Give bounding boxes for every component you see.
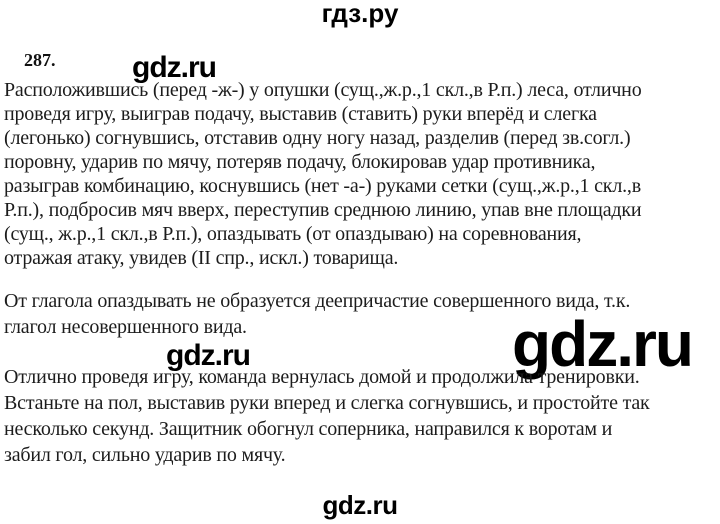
text-line: От глагола опаздывать не образуется деепричастие совершенного вида, т.к.: [4, 290, 631, 312]
text-line: несколько секунд. Защитник обогнул соперника, направился к воротам и: [4, 418, 613, 440]
text-line: забил гол, сильно ударив по мячу.: [4, 444, 286, 466]
text-line: проведя игру, выиграв подачу, выставив (ставить) руки вперёд и слегка: [4, 103, 597, 125]
text-line: разыграв комбинацию, коснувшись (нет -а-) руками сетки (сущ.,ж.р.,1 скл.,в: [4, 175, 641, 197]
text-line: Расположившись (перед -ж-) у опушки (сущ.,ж.р.,1 скл.,в Р.п.) леса, отлично: [4, 79, 642, 101]
text-line: Отлично проведя игру, команда вернулась домой и продолжила тренировки.: [4, 366, 640, 388]
text-line: поровну, ударив по мячу, потеряв подачу, блокировав удар противника,: [4, 151, 596, 173]
text-line: (сущ., ж.р.,1 скл.,в Р.п.), опаздывать (от опаздываю) на соревнования,: [4, 223, 582, 245]
text-line: глагол несовершенного вида.: [4, 316, 247, 338]
solution-paragraph-3: [4, 364, 718, 468]
text-line: Встаньте на пол, выставив руки вперед и слегка согнувшись, и простойте так: [4, 392, 650, 414]
text-line: Р.п.), подбросив мяч вверх, переступив среднюю линию, упав вне площадки: [4, 199, 642, 221]
gdz-footer-logo: gdz.ru: [322, 490, 398, 520]
exercise-number: 287.: [24, 50, 56, 70]
solution-paragraph-1: [4, 78, 718, 270]
gdz-watermark-middle: gdz.ru: [166, 339, 250, 372]
text-line: отражая атаку, увидев (II спр., искл.) товарища.: [4, 247, 399, 269]
site-header-logo: гдз.ру: [321, 0, 399, 28]
text-line: (легонько) согнувшись, отставив одну ногу назад, разделив (перед зв.согл.): [4, 127, 631, 149]
gdz-watermark-top: gdz.ru: [132, 51, 216, 84]
gdz-watermark-large: gdz.ru: [512, 308, 692, 380]
